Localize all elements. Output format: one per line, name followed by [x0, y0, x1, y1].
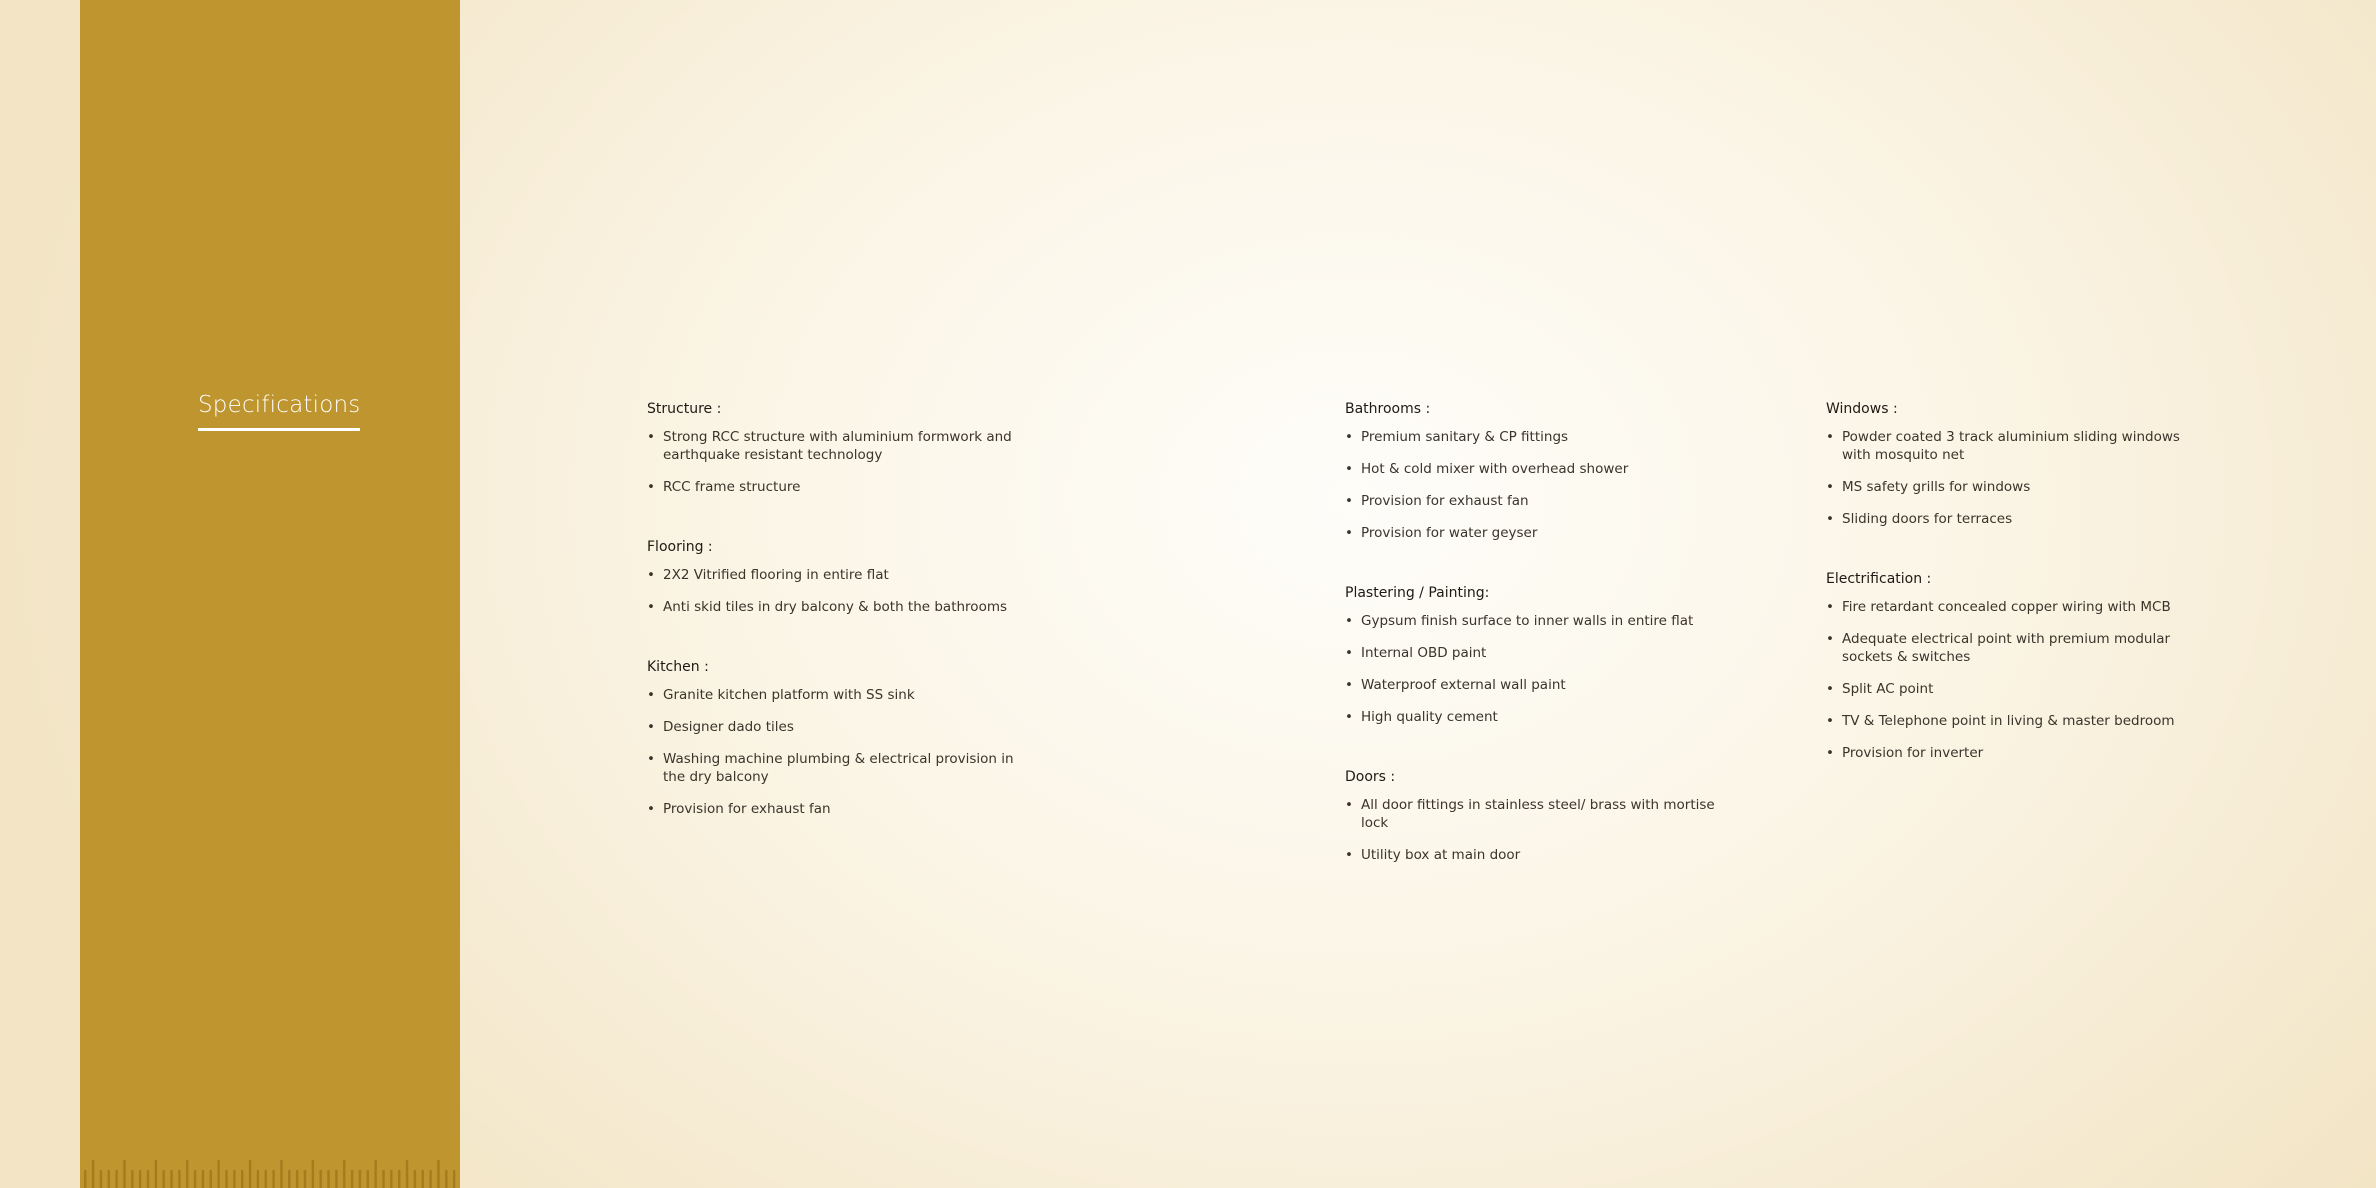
ruler-tick — [445, 1170, 447, 1188]
ruler-tick — [414, 1170, 416, 1188]
spec-item: • MS safety grills for windows — [1826, 478, 2196, 496]
ruler-tick — [265, 1170, 267, 1188]
spec-item: • Fire retardant concealed copper wiring with MCB — [1826, 598, 2196, 616]
ruler-tick — [422, 1170, 424, 1188]
ruler-tick — [453, 1170, 455, 1188]
spec-item: • Split AC point — [1826, 680, 2196, 698]
ruler-tick — [100, 1170, 102, 1188]
ruler-tick — [186, 1160, 188, 1188]
spec-section — [1345, 398, 1715, 542]
ruler-tick — [288, 1170, 290, 1188]
ruler-tick — [115, 1170, 117, 1188]
ruler-tick — [178, 1170, 180, 1188]
section-title: Plastering / Painting: — [1345, 585, 1490, 601]
spec-list — [1826, 598, 2196, 762]
ruler-tick — [335, 1170, 337, 1188]
ruler-tick — [296, 1170, 298, 1188]
spec-item: • Designer dado tiles — [647, 718, 1017, 736]
section-title: Windows : — [1826, 401, 1898, 417]
spec-item: • Provision for inverter — [1826, 744, 2196, 762]
spec-item: • Granite kitchen platform with SS sink — [647, 686, 1017, 704]
spec-item: • Strong RCC structure with aluminium formwork and earthquake resistant technology — [647, 428, 1017, 464]
spec-item: • Utility box at main door — [1345, 846, 1715, 864]
ruler-tick — [84, 1170, 86, 1188]
spec-item: • Anti skid tiles in dry balcony & both the bathrooms — [647, 598, 1017, 616]
ruler-tick — [374, 1160, 376, 1188]
spec-item: • RCC frame structure — [647, 478, 1017, 496]
ruler-tick — [327, 1170, 329, 1188]
spec-section — [1826, 398, 2196, 528]
ruler-tick — [312, 1160, 314, 1188]
spec-section — [647, 398, 1017, 496]
ruler-tick — [382, 1170, 384, 1188]
spec-item: • Adequate electrical point with premium modular sockets & switches — [1826, 630, 2196, 666]
ruler-tick — [225, 1170, 227, 1188]
ruler-tick — [108, 1170, 110, 1188]
ruler-tick — [304, 1170, 306, 1188]
spec-item: • Premium sanitary & CP fittings — [1345, 428, 1715, 446]
ruler-tick — [437, 1160, 439, 1188]
section-title: Structure : — [647, 401, 722, 417]
ruler-tick — [139, 1170, 141, 1188]
page-title: Specifications — [198, 392, 360, 431]
ruler-tick — [359, 1170, 361, 1188]
ruler-tick — [429, 1170, 431, 1188]
ruler-tick — [280, 1160, 282, 1188]
spec-item: • Washing machine plumbing & electrical provision in the dry balcony — [647, 750, 1017, 786]
ruler-tick — [406, 1160, 408, 1188]
section-title: Bathrooms : — [1345, 401, 1431, 417]
ruler-tick — [147, 1170, 149, 1188]
spec-list — [647, 428, 1017, 496]
ruler-tick — [92, 1160, 94, 1188]
ruler-tick — [320, 1170, 322, 1188]
spec-item: • Hot & cold mixer with overhead shower — [1345, 460, 1715, 478]
ruler-tick — [398, 1170, 400, 1188]
spec-item: • Provision for exhaust fan — [647, 800, 1017, 818]
spec-column-3 — [1826, 398, 2196, 802]
section-title: Doors : — [1345, 769, 1396, 785]
spec-item: • High quality cement — [1345, 708, 1715, 726]
ruler-tick — [241, 1170, 243, 1188]
spec-list — [1345, 612, 1715, 726]
spec-list — [1826, 428, 2196, 528]
spec-list — [647, 566, 1017, 616]
ruler-tick — [123, 1160, 125, 1188]
ruler-tick — [257, 1170, 259, 1188]
ruler-decoration — [80, 1154, 460, 1188]
section-title: Electrification : — [1826, 571, 1932, 587]
ruler-tick — [217, 1160, 219, 1188]
section-title: Kitchen : — [647, 659, 709, 675]
ruler-tick — [202, 1170, 204, 1188]
spec-item: • All door fittings in stainless steel/ brass with mortise lock — [1345, 796, 1715, 832]
spec-list — [647, 686, 1017, 818]
ruler-tick — [249, 1160, 251, 1188]
ruler-tick — [343, 1160, 345, 1188]
ruler-tick — [233, 1170, 235, 1188]
spec-column-2 — [1345, 398, 1715, 904]
spec-section — [1345, 766, 1715, 864]
spec-section — [1345, 582, 1715, 726]
spec-section — [1826, 568, 2196, 762]
spec-item: • TV & Telephone point in living & master bedroom — [1826, 712, 2196, 730]
spec-item: • Gypsum finish surface to inner walls in entire flat — [1345, 612, 1715, 630]
ruler-tick — [367, 1170, 369, 1188]
ruler-tick — [272, 1170, 274, 1188]
ruler-tick — [155, 1160, 157, 1188]
ruler-tick — [351, 1170, 353, 1188]
ruler-tick — [210, 1170, 212, 1188]
sidebar-panel — [80, 0, 460, 1188]
ruler-tick — [131, 1170, 133, 1188]
spec-item: • Waterproof external wall paint — [1345, 676, 1715, 694]
spec-item: • Internal OBD paint — [1345, 644, 1715, 662]
ruler-tick — [163, 1170, 165, 1188]
section-title: Flooring : — [647, 539, 713, 555]
spec-item: • Provision for exhaust fan — [1345, 492, 1715, 510]
spec-item: • Sliding doors for terraces — [1826, 510, 2196, 528]
spec-list — [1345, 796, 1715, 864]
ruler-tick — [194, 1170, 196, 1188]
ruler-tick — [390, 1170, 392, 1188]
spec-item: • 2X2 Vitrified flooring in entire flat — [647, 566, 1017, 584]
spec-list — [1345, 428, 1715, 542]
spec-item: • Powder coated 3 track aluminium sliding windows with mosquito net — [1826, 428, 2196, 464]
spec-item: • Provision for water geyser — [1345, 524, 1715, 542]
ruler-tick — [170, 1170, 172, 1188]
spec-column-1 — [647, 398, 1017, 858]
spec-section — [647, 656, 1017, 818]
spec-section — [647, 536, 1017, 616]
